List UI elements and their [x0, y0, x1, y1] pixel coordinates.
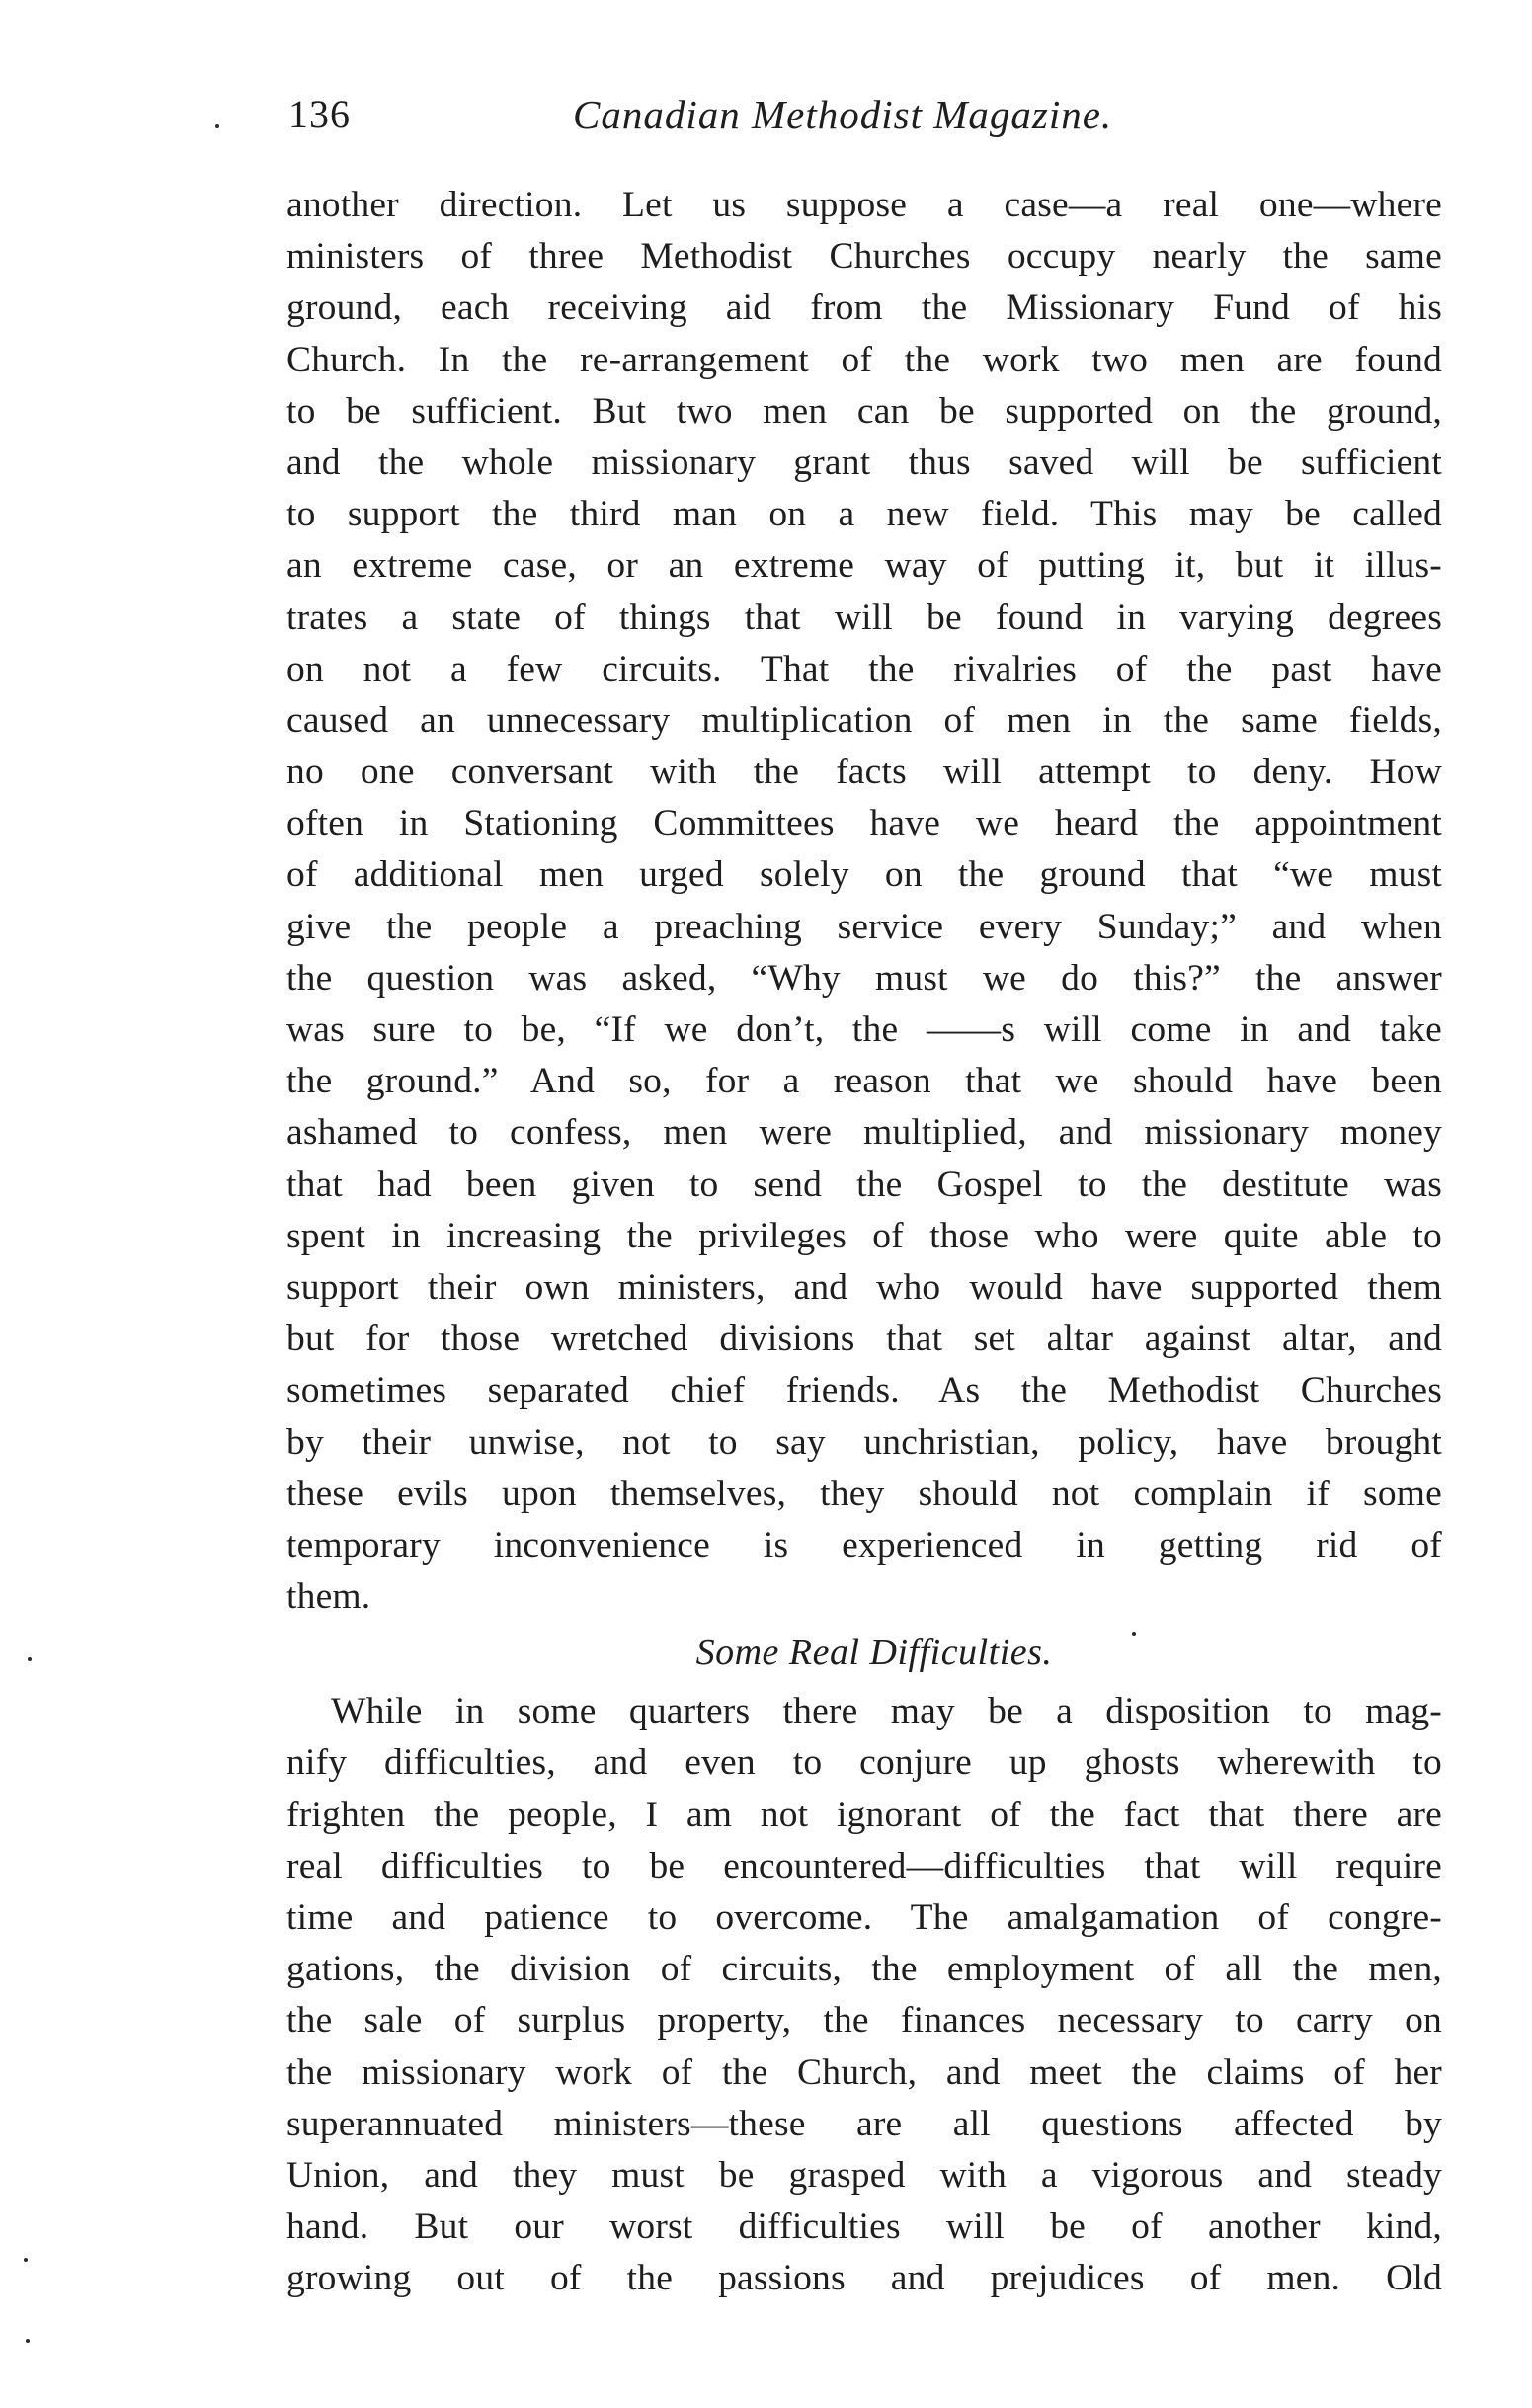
text-line: ministers of three Methodist Churches occupy nearly the same — [286, 236, 1442, 278]
text-line: the ground.” And so, for a reason that we should have been — [286, 1061, 1442, 1102]
text-line: but for those wretched divisions that set altar against altar, and — [286, 1319, 1442, 1360]
text-line: ashamed to confess, men were multiplied, and missionary money — [286, 1112, 1442, 1154]
scan-speck — [215, 124, 219, 128]
text-line: these evils upon themselves, they should not complain if some — [286, 1473, 1442, 1514]
scan-speck — [24, 2258, 28, 2262]
text-line: give the people a preaching service every Sunday;” and when — [286, 906, 1442, 947]
scan-speck — [26, 2339, 30, 2343]
text-line: time and patience to overcome. The amalgamation of congre- — [286, 1897, 1442, 1938]
running-title: Canadian Methodist Magazine. — [573, 92, 1113, 137]
text-line: Church. In the re-arrangement of the work two men are found — [286, 339, 1442, 380]
text-line: spent in increasing the privileges of those who were quite able to — [286, 1215, 1442, 1256]
text-line: the missionary work of the Church, and meet the claims of her — [286, 2051, 1442, 2093]
text-line: Union, and they must be grasped with a vigorous and steady — [286, 2154, 1442, 2196]
scan-speck — [1132, 1632, 1136, 1636]
text-line: them. — [286, 1576, 371, 1618]
text-line: caused an unnecessary multiplication of men in the same fields, — [286, 699, 1442, 741]
text-line: by their unwise, not to say unchristian, policy, have brought — [286, 1421, 1442, 1463]
text-line: to support the third man on a new field. This may be called — [286, 494, 1442, 535]
text-line: gations, the division of circuits, the employment of all the men, — [286, 1949, 1442, 1990]
text-line: ground, each receiving aid from the Missionary Fund of his — [286, 287, 1442, 329]
text-line: often in Stationing Committees have we heard the appointment — [286, 803, 1442, 844]
text-line: trates a state of things that will be found in varying degrees — [286, 597, 1442, 638]
section-subheading: Some Real Difficulties. — [695, 1632, 1053, 1674]
text-line: support their own ministers, and who would have supported them — [286, 1266, 1442, 1308]
text-line: of additional men urged solely on the ground that “we must — [286, 854, 1442, 896]
text-line: to be sufficient. But two men can be supported on the ground, — [286, 390, 1442, 432]
text-line: the question was asked, “Why must we do this?” the answer — [286, 957, 1442, 999]
text-line: hand. But our worst difficulties will be of another kind, — [286, 2207, 1442, 2248]
body-text — [286, 180, 1442, 2305]
text-line: real difficulties to be encountered—difficulties that will require — [286, 1845, 1442, 1886]
text-line: another direction. Let us suppose a case—a real one—where — [286, 185, 1442, 225]
text-line: While in some quarters there may be a disposition to mag- — [331, 1691, 1442, 1732]
page-number: 136 — [288, 92, 351, 136]
text-line: frighten the people, I am not ignorant of the fact that there are — [286, 1794, 1442, 1835]
text-line: and the whole missionary grant thus saved will be sufficient — [286, 441, 1442, 483]
scan-speck — [28, 1657, 32, 1661]
text-line: no one conversant with the facts will attempt to deny. How — [286, 752, 1442, 793]
text-line: an extreme case, or an extreme way of putting it, but it illus- — [286, 545, 1442, 587]
text-line: on not a few circuits. That the rivalries of the past have — [286, 648, 1442, 689]
text-line: temporary inconvenience is experienced in getting rid of — [286, 1524, 1442, 1565]
text-line: superannuated ministers—these are all questions affected by — [286, 2103, 1442, 2144]
text-line: the sale of surplus property, the finances necessary to carry on — [286, 2000, 1442, 2042]
text-line: that had been given to send the Gospel to the destitute was — [286, 1164, 1442, 1205]
text-line: growing out of the passions and prejudices of men. Old — [286, 2258, 1442, 2299]
page-header — [217, 91, 1442, 160]
paragraph — [286, 1686, 1442, 2304]
text-line: nify difficulties, and even to conjure up ghosts wherewith to — [286, 1742, 1442, 1784]
paragraph-continued — [286, 180, 1442, 1623]
text-line: sometimes separated chief friends. As the Methodist Churches — [286, 1370, 1442, 1411]
text-line: was sure to be, “If we don’t, the ——s will come in and take — [286, 1009, 1442, 1050]
